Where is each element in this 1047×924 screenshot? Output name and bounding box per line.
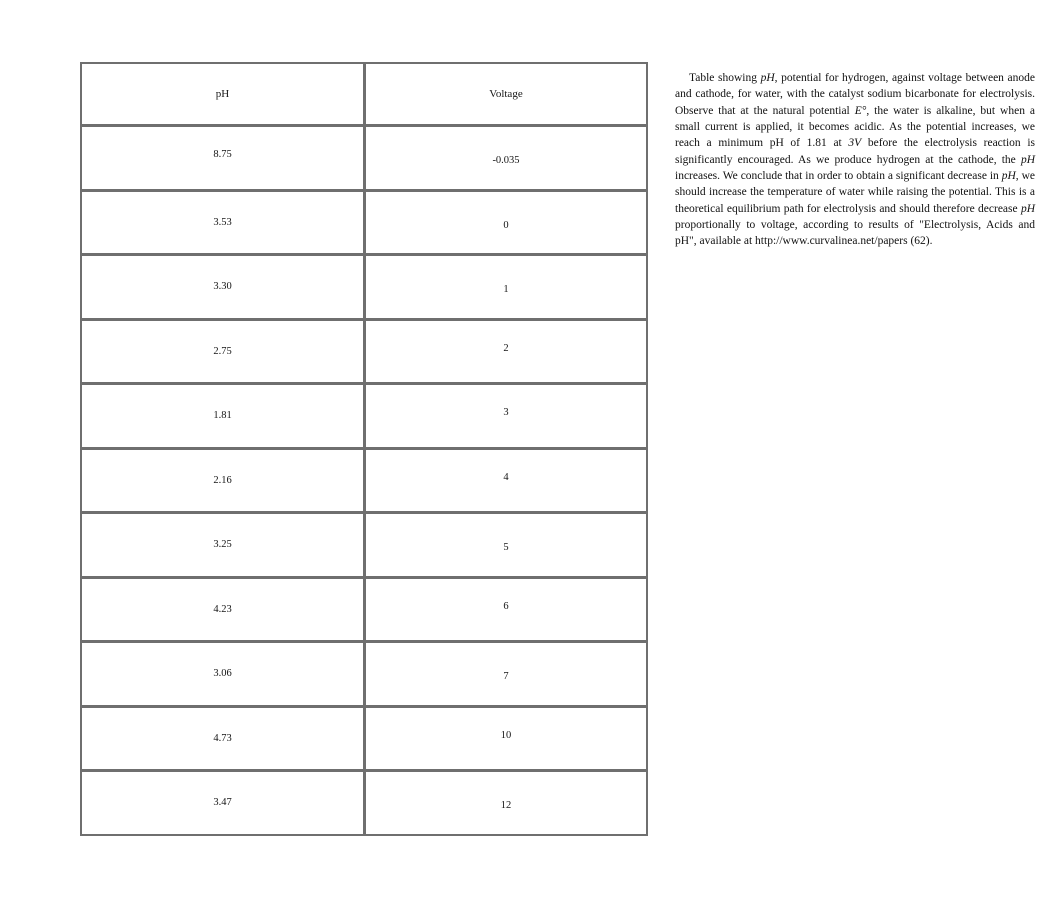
cell-voltage	[365, 126, 648, 191]
table-row	[80, 449, 648, 514]
cell-voltage-value: 12	[500, 800, 512, 812]
cell-ph-value: 8.75	[213, 149, 232, 161]
cell-ph-value: 4.73	[213, 732, 232, 744]
cell-ph	[80, 513, 365, 578]
cell-ph-value: 3.30	[213, 281, 232, 293]
cell-ph	[80, 320, 365, 385]
cell-ph	[80, 384, 365, 449]
cell-voltage	[365, 255, 648, 320]
table-row	[80, 578, 648, 643]
table-row	[80, 384, 648, 449]
cell-ph	[80, 642, 365, 707]
table-row	[80, 320, 648, 385]
cell-voltage	[365, 384, 648, 449]
column-header-voltage: Voltage	[365, 62, 648, 126]
cell-voltage	[365, 707, 648, 772]
cell-voltage	[365, 771, 648, 836]
cell-ph	[80, 707, 365, 772]
table-body	[80, 62, 648, 836]
cell-voltage-value: 0	[503, 219, 509, 231]
table-row	[80, 642, 648, 707]
cell-ph	[80, 771, 365, 836]
cell-ph	[80, 191, 365, 256]
column-header-ph: pH	[80, 62, 365, 126]
ph-voltage-table-container	[80, 62, 648, 836]
cell-ph-value: 4.23	[213, 603, 232, 615]
cell-voltage	[365, 513, 648, 578]
cell-voltage	[365, 578, 648, 643]
table-caption	[675, 70, 1035, 250]
cell-ph	[80, 449, 365, 514]
table-row	[80, 513, 648, 578]
cell-voltage	[365, 449, 648, 514]
cell-voltage	[365, 320, 648, 385]
cell-voltage-value: 7	[503, 671, 509, 683]
cell-voltage-value: -0.035	[492, 155, 520, 167]
table-row	[80, 191, 648, 256]
cell-ph-value: 3.25	[213, 539, 232, 551]
cell-voltage-value: 3	[503, 407, 509, 419]
cell-voltage-value: 6	[503, 600, 509, 612]
cell-ph-value: 3.53	[213, 216, 232, 228]
table-row	[80, 126, 648, 191]
cell-ph-value: 2.16	[213, 474, 232, 486]
cell-ph-value: 1.81	[213, 410, 232, 422]
cell-voltage-value: 2	[503, 342, 509, 354]
table-header-row	[80, 62, 648, 126]
cell-voltage	[365, 191, 648, 256]
table-row	[80, 255, 648, 320]
cell-ph-value: 3.06	[213, 668, 232, 680]
cell-ph-value: 2.75	[213, 345, 232, 357]
caption-text: Table showing pH, potential for hydrogen, against voltage between anode and cathode, for water, with the catalyst sodium bicarbonate for electrolysis. Observe that at the natural potential E°, the water is alkaline, but when a small current is applied, it becomes acidic. As the potential increases, we reach a minimum pH of 1.81 at 3V before the electrolysis reaction is significantly encouraged. As we produce hydrogen at the cathode, the pH increases. We conclude that in order to obtain a significant decrease in pH, we should increase the temperature of water while raising the potential. This is a theoretical equilibrium path for electrolysis and should therefore decrease pH proportionally to voltage, according to results of "Electrolysis, Acids and pH", available at http://www.curvalinea.net/papers (62).	[675, 72, 1036, 248]
cell-voltage-value: 1	[503, 284, 509, 296]
cell-ph	[80, 578, 365, 643]
cell-voltage	[365, 642, 648, 707]
table-row	[80, 707, 648, 772]
cell-ph	[80, 126, 365, 191]
table-row	[80, 771, 648, 836]
cell-ph	[80, 255, 365, 320]
cell-voltage-value: 4	[503, 471, 509, 483]
ph-voltage-table	[80, 62, 648, 836]
cell-ph-value: 3.47	[213, 797, 232, 809]
cell-voltage-value: 10	[500, 729, 512, 741]
cell-voltage-value: 5	[503, 542, 509, 554]
